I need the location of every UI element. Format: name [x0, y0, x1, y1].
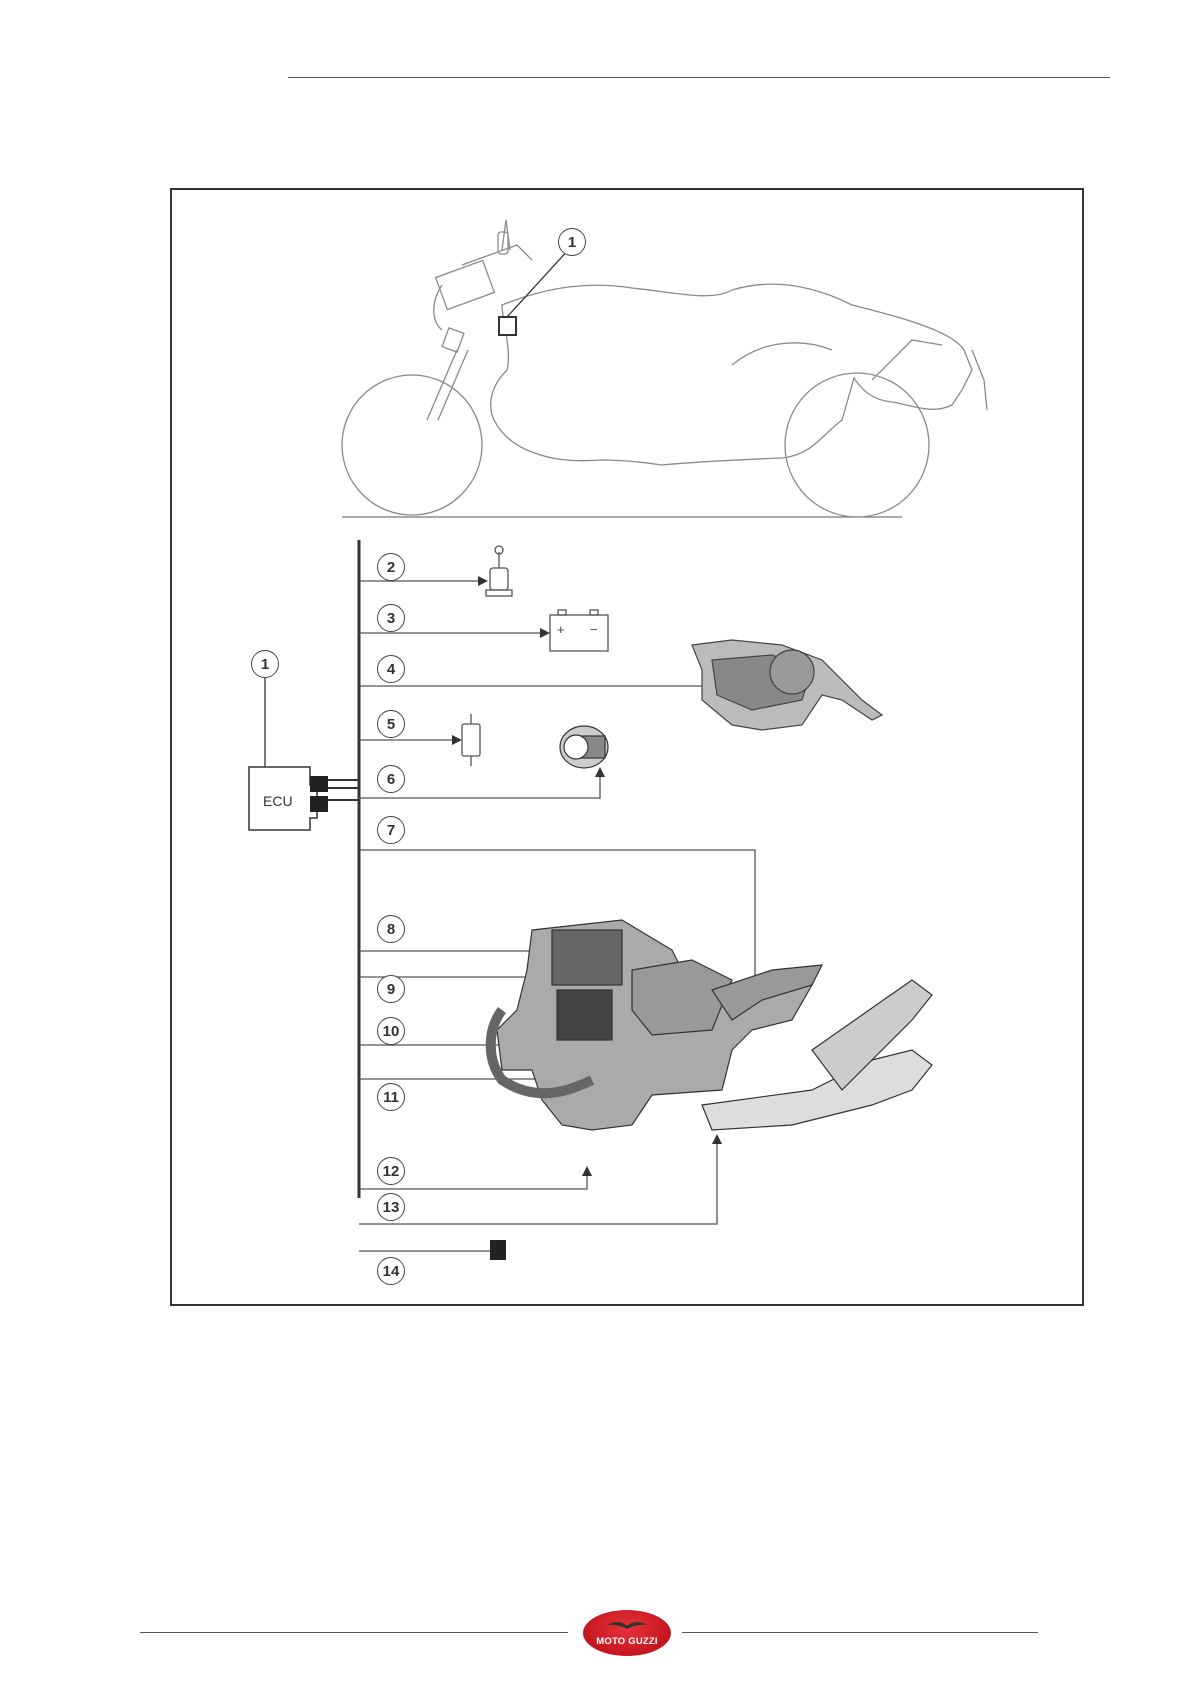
callout-4: 4 — [377, 655, 405, 683]
callout-13: 13 — [377, 1193, 405, 1221]
battery-plus: + — [557, 622, 565, 637]
callout-3: 3 — [377, 604, 405, 632]
callout-9: 9 — [377, 975, 405, 1003]
header-rule — [288, 77, 1110, 78]
component-14 — [490, 1240, 506, 1260]
ecu-location-marker — [499, 317, 516, 335]
component-instrument — [560, 726, 608, 768]
branch-lines — [359, 581, 755, 1251]
component-airbox — [692, 640, 882, 730]
diagram-frame — [170, 188, 1084, 1306]
eagle-icon — [605, 1618, 649, 1632]
callout-1-ecu: 1 — [251, 650, 279, 678]
callout-5: 5 — [377, 710, 405, 738]
component-switch — [486, 546, 512, 596]
callout-12: 12 — [377, 1157, 405, 1185]
footer-rule-left — [140, 1632, 568, 1633]
footer-rule-right — [682, 1632, 1038, 1633]
callout-7: 7 — [377, 816, 405, 844]
motorcycle-outline — [342, 220, 987, 517]
logo-text: MOTO GUZZI — [596, 1636, 658, 1647]
callout-11: 11 — [377, 1083, 405, 1111]
callout-14: 14 — [377, 1257, 405, 1285]
callout-6: 6 — [377, 765, 405, 793]
callout-8: 8 — [377, 915, 405, 943]
leader-line-1 — [507, 248, 570, 317]
component-sensor — [462, 714, 480, 766]
callout-2: 2 — [377, 553, 405, 581]
callout-10: 10 — [377, 1017, 405, 1045]
battery-minus: − — [590, 622, 598, 637]
ecu-label: ECU — [263, 793, 293, 809]
moto-guzzi-logo — [583, 1610, 671, 1656]
wiring-diagram — [172, 190, 1082, 1304]
callout-1-top: 1 — [558, 228, 586, 256]
